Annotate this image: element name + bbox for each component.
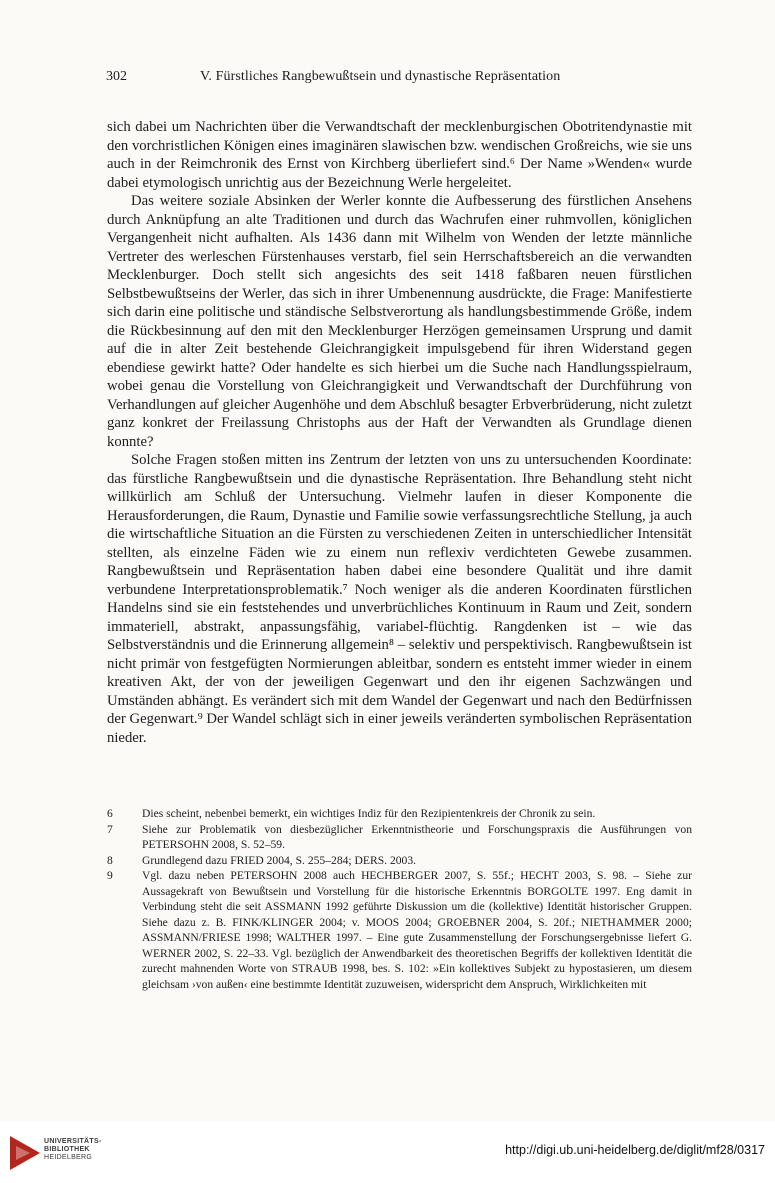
university-library-logo-icon xyxy=(10,1136,40,1170)
footnote xyxy=(107,853,692,869)
footnote-text: Grundlegend dazu FRIED 2004, S. 255–284; DERS. 2003. xyxy=(142,853,417,867)
viewer-footer xyxy=(0,1121,775,1183)
running-head xyxy=(106,69,696,89)
footnote-number: 6 xyxy=(107,807,113,820)
footnote-text: Dies scheint, nebenbei bemerkt, ein wichtiges Indiz für den Rezipientenkreis der Chronik zu sein. xyxy=(142,807,596,820)
footnote xyxy=(107,868,692,992)
paragraph: sich dabei um Nachrichten über die Verwandtschaft der mecklenburgischen Obotritendynastie mit den vorchristlichen Königen eines imaginären slawischen bzw. wendischen Großreichs, wie sie uns auch in der Reimchronik des Ernst von Kirchberg überliefert sind.⁶ Der Name »Wenden« wurde dabei etymologisch unrichtig aus der Bezeichnung Werle hergeleitet. xyxy=(107,119,692,191)
footnote xyxy=(107,822,692,853)
footnotes xyxy=(107,806,692,992)
chapter-title: V. Fürstliches Rangbewußtsein und dynastische Repräsentation xyxy=(200,69,561,84)
footnote-text: Vgl. dazu neben PETERSOHN 2008 auch HECHBERGER 2007, S. 55f.; HECHT 2003, S. 98. – Siehe zur Aussagekraft von Bewußtsein und Vorstellung für die historische Erkenntnis BORGOLTE 1997. Eng damit in Verbindung steht die seit ASSMANN 1992 geführte Diskussion um die (kollektive) Identität historischer Gruppen. Siehe dazu z. B. FINK/KLINGER 2004; v. MOOS 2004; GROEBNER 2004, S. 20f.; NIETHAMMER 2000; ASSMANN/FRIESE 1998; WALTHER 1997. – Eine gute Zusammenstellung der Forschungsergebnisse liefert G. WERNER 2002, S. 22–33. Vgl. bezüglich der Anwendbarkeit des theoretischen Begriffs der kollektiven Identität die zurecht mahnenden Worte von STRAUB 1998, bes. S. 102: »Ein kollektives Subjekt zu hypostasieren, um diesem gleichsam ›von außen‹ eine bestimmte Identität zuzuweisen, widerspricht dem Anspruch, Wirklichkeiten mit xyxy=(142,869,692,991)
paragraph: Solche Fragen stoßen mitten ins Zentrum der letzten von uns zu untersuchenden Koordinate: das fürstliche Rangbewußtsein und die dynastische Repräsentation. Ihre Behandlung steht nicht willkürlich am Schluß der Untersuchung. Vielmehr laufen in dieser Komponente die Herausforderungen, die Raum, Dynastie und Familie sowie verfassungsrechtliche Stellung, ja auch die wirtschaftliche Situation an die Fürsten zu verschiedenen Zeiten in unterschiedlicher Intensität stellten, als einzelne Fäden wie zu einem nun reflexiv verdichteten Gewebe zusammen. Rangbewußtsein und Repräsentation haben dabei eine besondere Qualität und ihre damit verbundene Interpretationsproblematik.⁷ Noch weniger als die anderen Koordinaten fürstlichen Handelns sind sie ein feststehendes und unverbrüchliches Kontinuum in Raum und Zeit, sondern immateriell, abstrakt, anpassungsfähig, variabel-flüchtig. Rangdenken ist – wie das Selbstverständnis und die Erinnerung allgemein⁸ – selektiv und perspektivisch. Rangbewußtsein ist nicht primär von festgefügten Normierungen ableitbar, sondern es entsteht immer wieder in einem kreativen Akt, der von der jeweiligen Gegenwart und den ihr eigenen Sachzwängen und Umständen abhängt. Es verändert sich mit dem Wandel der Gegenwart und nach den Bedürfnissen der Gegenwart.⁹ Der Wandel schlägt sich in einer jeweils veränderten symbolischen Repräsentation nieder. xyxy=(107,452,692,746)
footnote-number: 7 xyxy=(107,822,113,836)
footnote xyxy=(107,806,692,822)
footnote-number: 9 xyxy=(107,869,113,882)
body-text xyxy=(107,118,692,747)
paragraph: Das weitere soziale Absinken der Werler konnte die Aufbesserung des fürstlichen Ansehens durch Anknüpfung an alte Traditionen und durch das Wachrufen einer ruhmvollen, königlichen Vergangenheit nicht aufhalten. Als 1436 dann mit Wilhelm von Wenden der letzte männliche Vertreter des werleschen Fürstenhauses verstarb, fiel sein Herrschaftsbereich an die verwandten Mecklenburger. Doch stellt sich angesichts des seit 1418 faßbaren neuen fürstlichen Selbstbewußtseins der Werler, das sich in ihrer Umbenennung ausdrückte, die Frage: Manifestierte sich darin eine politische und ständische Selbstverortung als handlungsbestimmende Größe, indem die Rückbesinnung auf den mit den Mecklenburger Herzögen gemeinsamen Ursprung und damit auf die in alter Zeit bestehende Gleichrangigkeit impulsgebend für ihren Widerstand gegen ebendiese gewirkt hatte? Oder handelte es sich hierbei um die Suche nach Handlungsspielraum, wobei genau die Vorstellung von Gleichrangigkeit und Verwandtschaft der Durchführung von Verhandlungen auf gleicher Augenhöhe und dem Abschluß besagter Erbverbrüderung, nicht zuletzt ganz konkret der Freilassung Christophs aus der Haft der Verwandten als Grundlage dienen konnte? xyxy=(107,193,692,450)
page-number: 302 xyxy=(106,69,127,84)
permalink-url[interactable]: http://digi.ub.uni-heidelberg.de/diglit/mf28/0317 xyxy=(505,1143,765,1157)
footnote-text: Siehe zur Problematik von diesbezüglicher Erkenntnistheorie und Forschungspraxis die Ausführungen von PETERSOHN 2008, S. 52–59. xyxy=(142,822,692,851)
library-name: UNIVERSITÄTS- BIBLIOTHEK HEIDELBERG xyxy=(44,1138,102,1161)
footnote-number: 8 xyxy=(107,853,113,867)
